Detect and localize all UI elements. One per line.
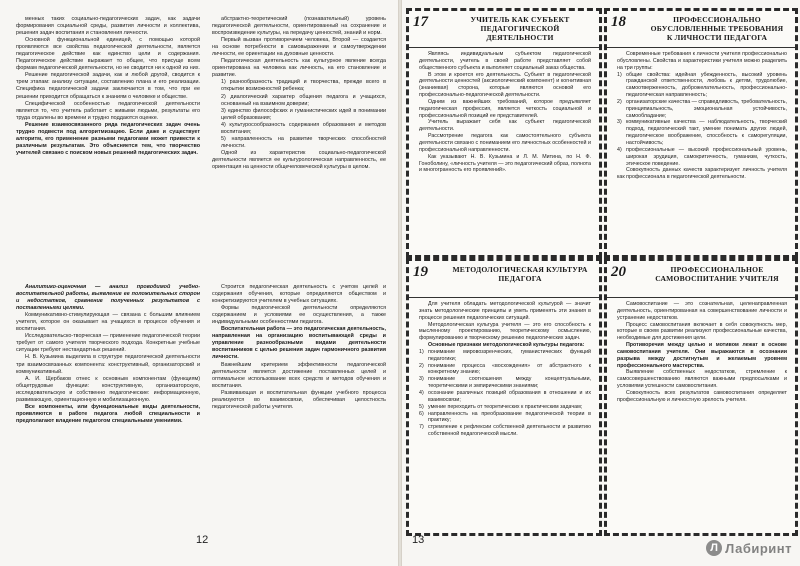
text-paragraph: Аналитико-оценочная — анализ проводимой учебно-воспитательной работы, выявление ее положительных сторон и недостатков, сравнение полученных результатов с поставленными целями. [16, 284, 200, 312]
card-body [617, 51, 787, 251]
list-item: 1) понимание мировоззренческих, гуманистических функций педагогики; [419, 348, 591, 362]
list-item: 2) диалогический характер общения педагога и учащихся, основанный на взаимном доверии; [221, 93, 386, 107]
card-17 [406, 8, 602, 258]
text-paragraph: Являясь индивидуальным субъектом педагогической деятельности, учитель в своей работе представляет собой общественного субъекта и выполняет социальный заказ общества. [419, 51, 591, 71]
card-title: ПРОФЕССИОНАЛЬНО ОБУСЛОВЛЕННЫЕ ТРЕБОВАНИЯ К ЛИЧНОСТИ ПЕДАГОГА [650, 15, 784, 42]
list-item: 4) осознание различных позиций образования в отношении и их взаимосвязи; [419, 389, 591, 403]
left-column-top [16, 16, 200, 278]
text-paragraph: Одним из важнейших требований, которое предъявляет педагогическая профессия, является четкость социальной и профессиональной позиций ее представителей. [419, 98, 591, 119]
text-paragraph: Развивающая и воспитательная функции учебного процесса реализуются во взаимосвязи, обеспечивая целостность педагогической работы учителя. [212, 389, 386, 410]
card-19 [406, 258, 602, 536]
list-item: 5) умение переходить от теоретических к практическим задачам; [419, 403, 583, 410]
card-header [607, 261, 795, 298]
list-item: 3) единство философских и гуманистических идей в понимании целей образования; [221, 107, 386, 121]
text-paragraph: Противоречия между целью и мотивом лежат в основе самовоспитания учителя. Они выражаются в осознании разрыва между достигнутым и желаемым уровнем профессионального мастерства. [617, 342, 787, 369]
text-paragraph: Педагогическая деятельность как культурное явление всегда ориентирована на человека как личность, на его становление и развитие. [212, 58, 386, 79]
card-title: УЧИТЕЛЬ КАК СУБЪЕКТ ПЕДАГОГИЧЕСКОЙ ДЕЯТЕЛЬНОСТИ [470, 15, 570, 42]
card-header [409, 11, 599, 48]
list-item: 5) направленность на развитие творческих способностей личности. [221, 135, 386, 149]
text-paragraph: Строится педагогическая деятельность с учетом целей и содержания обучения, которые определяются обществом и конкретизируются учителем в учебных ситуациях. [212, 284, 386, 305]
card-title: МЕТОДОЛОГИЧЕСКАЯ КУЛЬТУРА ПЕДАГОГА [452, 265, 588, 283]
card-body [419, 51, 591, 251]
page-number: 12 [196, 534, 209, 546]
page-number: 13 [412, 534, 425, 546]
card-number: 19 [413, 264, 428, 280]
text-paragraph: Самовоспитание — это сознательная, целенаправленная деятельность, ориентированная на совершенствование личности и устранение недостатков. [617, 301, 787, 321]
text-paragraph: Выявление собственных недостатков, стремление к самосовершенствованию являются важными предпосылками и условиями успешности самовоспитания. [617, 369, 787, 390]
text-paragraph: Основные признаки методологической культуры педагога: [428, 342, 585, 349]
text-paragraph: Исследовательско-творческая — применение педагогической теории требует от самого учителя творческого подхода. Конкретные учебные ситуации требуют нестандартных решений. [16, 333, 200, 354]
text-paragraph: Учитель выражает себя как субъект педагогической деятельности. [419, 119, 591, 133]
logo-text: Лабиринт [725, 540, 792, 556]
text-paragraph: Воспитательная работа — это педагогическая деятельность, направленная на организацию воспитывающей среды и управление разнообразными видами деятельности воспитанников с целью решения задач гармоничного развития личности. [212, 326, 386, 361]
text-paragraph: Коммуникативно-стимулирующая — связана с большим влиянием учителя, которое он оказывает на учащихся в процессе обучения и воспитания. [16, 312, 200, 333]
text-paragraph: Решение взаимосвязанного ряда педагогических задач очень трудно подвести под алгоритмизацию. Если даже и существует алгоритм, его применение разными педагогами может привести к различным результатам. Это объясняется тем, что творчество учителей связано с поиском новых решений педагогических задач. [16, 121, 200, 156]
left-page [0, 0, 398, 566]
text-paragraph: А. И. Щербаков отнес к основным компонентам (функциям) общетрудовые функции: конструктивную, организаторскую, исследовательскую и собственно педагогические: информационную, развивающую, ориентационную и мобилизационную. [16, 375, 200, 403]
card-number: 18 [611, 14, 626, 30]
card-title: ПРОФЕССИОНАЛЬНОЕ САМОВОСПИТАНИЕ УЧИТЕЛЯ [655, 265, 779, 283]
labyrinth-logo-icon: Л [706, 540, 722, 556]
list-item: 3) коммуникативные качества — наблюдательность, творческий подход, педагогический такт, умение понимать других людей, педагогическое воображение, способность к саморегуляции, настойчивость; [617, 119, 787, 146]
text-paragraph: Рассмотрение педагога как самостоятельного субъекта деятельности связано с пониманием его личностных особенностей и профессиональной направленности. [419, 133, 591, 153]
list-item: 1) разнообразность традиций и творчества, прежде всего в открытии возможностей ребенка; [221, 79, 386, 93]
right-page [402, 0, 800, 566]
card-header [607, 11, 795, 48]
text-paragraph: Первый вызван противоречием человека, Второй — создается на основе потребности в самовыражении и самоутверждении личности, ее ориентации на духовные ценности. [212, 37, 386, 58]
text-paragraph: Для учителя обладать методологической культурой — значит знать методологические принципы и уметь применять эти знания в процессе решения педагогических ситуаций. [419, 301, 591, 321]
left-column-bottom [16, 284, 200, 534]
text-paragraph: Современные требования к личности учителя профессионально обусловлены. Свойства и характеристики учителя можно разделить на три группы: [617, 51, 787, 71]
list-item: 2) организаторские качества — справедливость, требовательность, принципиальность, эмоциональная устойчивость, самообладание; [617, 98, 787, 119]
text-paragraph: Совокупность всех результатов самовоспитания определяет профессиональную и личностную зрелость учителя. [617, 389, 787, 403]
text-paragraph: Важнейшим критерием эффективности педагогической деятельности является достижение поставленных целей и оптимальное использование всех средств и методов обучения и воспитания. [212, 361, 386, 389]
text-paragraph: Методологическая культура учителя — это его способность к мысленному проектированию, теоретическому осмыслению, формулированию и творческому решению педагогических задач. [419, 321, 591, 342]
text-paragraph: Как указывают Н. В. Кузьмина и Л. М. Митина, по Н. Ф. Гоноболину, «личность учителя — это педагогический образ, полнота и многогранность его проявлений». [419, 153, 591, 174]
right-column-top [212, 16, 386, 278]
list-item: 4) культуросообразность содержания образования и методов воспитания; [221, 121, 386, 135]
text-paragraph: Процесс самовоспитания включает в себя совокупность мер, которые в своем развитии реализуют профессиональные качества, необходимые для достижения цели. [617, 321, 787, 342]
text-paragraph: Решение педагогической задачи, как и любой другой, сводится к трем этапам: анализу ситуации, составлению плана и его реализации. Специфика педагогической задачи заключается в том, что при ее решении приходится обращаться к знаниям о человеке и обществе. [16, 72, 200, 100]
text-paragraph: менных таких социально-педагогических задач, как задачи формирования социальной среды, развития личности и коллектива, решения задач воспитания и становления личности. [16, 16, 200, 37]
right-column-bottom [212, 284, 386, 534]
card-number: 17 [413, 14, 428, 30]
text-paragraph: Совокупность данных качеств характеризует личность учителя как профессионала в педагогической деятельности. [617, 167, 787, 181]
card-header [409, 261, 599, 298]
card-number: 20 [611, 264, 626, 280]
publisher-logo [706, 540, 792, 556]
list-item: 1) общие свойства: идейная убежденность, высокий уровень гражданской ответственности, любовь к детям, трудолюбие, самоотверженность, доброжелательность, профессионально-педагогическая направленность; [617, 71, 787, 99]
list-item: 4) профессиональные — высокий профессиональный уровень, широкая эрудиция, самокритичность, гуманизм, чуткость, этическое поведение. [617, 146, 787, 167]
card-body [419, 301, 591, 529]
card-18 [604, 8, 798, 258]
list-item: 7) стремление к рефлексии собственной деятельности и развитию собственной педагогической мысли. [419, 424, 591, 438]
text-paragraph: Формы педагогической деятельности определяются содержанием и условиями ее осуществления, а также индивидуальными особенностями педагога. [212, 305, 386, 326]
text-paragraph: Основной функциональной единицей, с помощью которой проявляются все свойства педагогической деятельности, является педагогическое действие как единство цели и содержания. Педагогическое действие выражает то общее, что присуще всем формам педагогической деятельности, но не сводится ни к одной из них. [16, 37, 200, 72]
list-item: 3) понимание соотношения между концептуальными, теоретическими и эмпирическими знаниями; [419, 376, 591, 390]
text-paragraph: Одной из характеристик социально-педагогической деятельности является ее культурологическая направленность, ее ориентация на ценности общечеловеческой культуры в целом. [212, 149, 386, 170]
text-paragraph: абстрактно-теоретический (познавательный) уровень педагогической деятельности, ориентированный на сохранение и воспроизведение культуры, на передачу ценностей, знаний и норм. [212, 16, 386, 37]
list-item: 2) понимание процесса «восхождения» от абстрактного к конкретному знанию; [419, 362, 591, 376]
list-item: 6) направленность на преобразование педагогической теории в практику; [419, 410, 591, 424]
text-paragraph: В этом и кроется его деятельность. Субъект в педагогической деятельности ценностей (аксиологический компонент) и когнитивная (знаниевая) сторона, которые являются основой его профессионально-педагогической деятельности. [419, 71, 591, 99]
text-paragraph: Специфической особенностью педагогической деятельности является то, что учитель работает с живыми людьми, результаты его труда отдалены во времени и трудно поддаются оценке. [16, 100, 200, 121]
text-paragraph: Н. В. Кузьмина выделила в структуре педагогической деятельности три взаимосвязанных компонента: конструктивный, организаторский и коммуникативный. [16, 354, 200, 375]
text-paragraph: Все компоненты, или функциональные виды деятельности, проявляются в работе педагога любой специальности и предполагают владение педагогом специальными умениями. [16, 403, 200, 424]
card-body [617, 301, 787, 529]
card-20 [604, 258, 798, 536]
